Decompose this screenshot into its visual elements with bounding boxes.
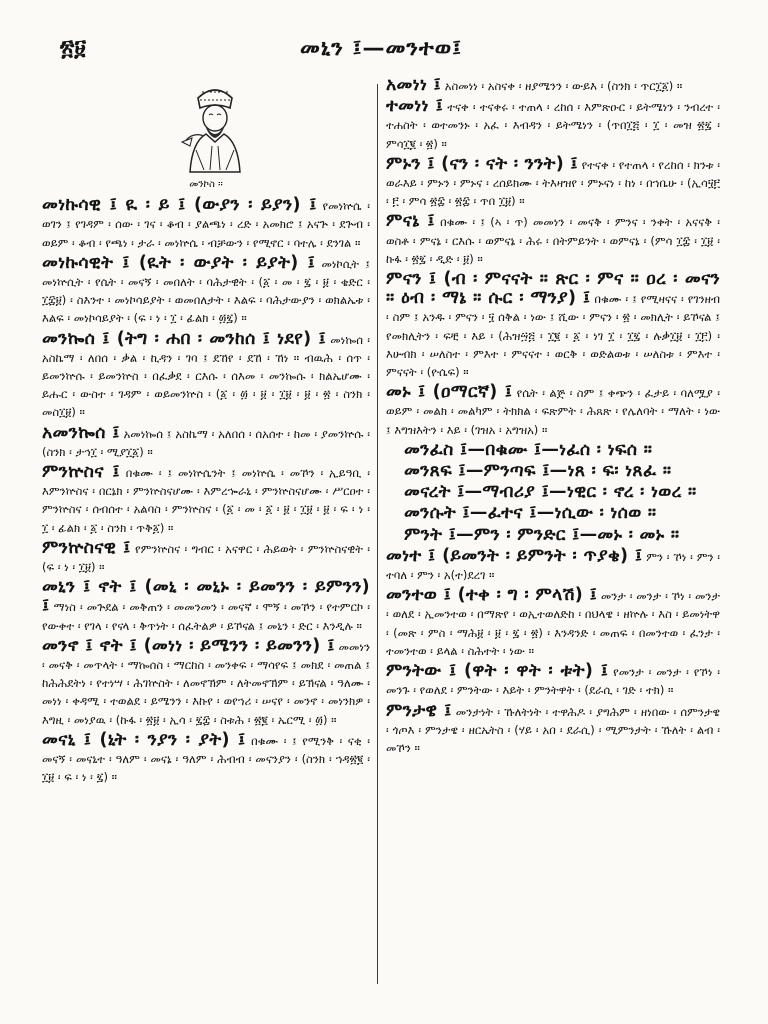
dictionary-entry xyxy=(386,702,720,758)
running-head: መኒን ፤—መንተወ፤ xyxy=(300,36,463,61)
dictionary-entry xyxy=(386,547,720,584)
entry-definition: የተናቀ ፡ የተጠላ ፡ የረከሰ ፡ ክንቱ ፡ ወራእይ ፡ ምኑን ፡ ምኑና ፡ ረሰይክሙ ፡ ትእዛዝየ ፡ ምኑናነ ፡ ከነ ፡ በኀቤሁ ፡ (ኢሳ፶፫ ፡ ፫ ፡ ምሳ ፳፰ ፡ ፳፰ ፡ ጥበ ፲፱) ። xyxy=(386,157,720,209)
right-column xyxy=(386,76,720,994)
page-number: ፳፱ xyxy=(60,36,86,61)
entry-definition: በቁሙ ፡ ፤ መነኵሴንት ፤ መነኵሴ ፡ መኾን ፡ ኢይዓቢ ፡ እምንኵስና ፡ በርኔክ ፡ ምንኵስናሆሙ ፡ እምረኈራኒ ፡ ምንኵስናሆሙ ፡ ሥርዐተ ፡ ምንኵስና ፡ ሰብሰተ ፡ አልባስ ፡ ምንኵስና ፡ (፩ ፡ መ ፡ ፩ ፡ ፱ ፡ ፲፱ ፡ ፱ ፡ ፍ ፡ ነ ፡ ፲ ፡ ፊልክ ፡ ፩ ፡ ስንክ ፡ ጥቅ፩) ። xyxy=(42,466,370,535)
cross-reference-entry xyxy=(386,483,720,502)
entry-headword: መነኩሳዊ ፤ ዪ ፡ ይ ፤ (ውያን ፡ ይያን) ፤ xyxy=(42,195,317,216)
dictionary-entry xyxy=(386,270,720,381)
cross-reference-entry xyxy=(386,462,720,481)
cross-reference-entry xyxy=(386,526,720,545)
entry-headword: ምንኵስናዊ ፤ xyxy=(42,537,131,558)
entry-headword: ምናን ፤ (ብ ፡ ምናናት ። ጽር ፡ ምና ። ዐረ ፡ መናን ። ዕብ ፡ ማኔ ። ሱር ፡ ማንያ) ፤ xyxy=(386,269,720,309)
entry-headword: መንጸፍ ፤—ምንጣፍ ፤—ነጸ ፡ ፍ፡ ነጸፈ ። xyxy=(404,461,672,482)
entry-headword: መንፈስ ፤—በቁሙ ፤—ነፈሰ ፡ ነፍሰ ። xyxy=(404,439,653,460)
dictionary-entry xyxy=(42,196,370,252)
column-divider xyxy=(377,84,378,984)
entry-definition: የሴት ፡ ልጅ ፡ ስም ፤ ቀጭን ፡ ፈታይ ፡ ባለሟያ ፡ ወይም ፡ መልክ ፡ መልካም ፡ ትክክል ፡ ፍጽምት ፡ ሕጸጽ ፡ የሌለባት ፡ ማለት ፡ ነው ፤ እግዝእትን ፡ እይ ፡ (ገዝአ ፡ አግዝአ) ። xyxy=(386,386,720,437)
entry-headword: መኑ ፤ (ዐማርኛ) ፤ xyxy=(386,382,513,403)
dictionary-entry xyxy=(386,662,720,699)
dictionary-entry xyxy=(42,254,370,328)
entry-definition: የመነኵሴ ፡ ወገን ፤ የገዳም ፡ ሰው ፡ ገና ፡ ቆብ ፡ ያልጫነ ፡ ረድ ፡ አመክሮ ፤ አናጕ ፡ ደጕብ ፡ ወይም ፡ ቆብ ፡ የጫነ ፡ ታራ ፡ መነኵሴ ፡ ብቻውን ፡ የሚኖር ፡ ባተሌ ፡ ደንገል ። xyxy=(42,199,370,250)
entry-headword: ምንኵስና ፤ xyxy=(42,462,120,483)
entry-headword: አመንኰሰ ፤ xyxy=(42,422,120,443)
portrait-caption: መንኮስ ። xyxy=(189,179,223,190)
dictionary-entry xyxy=(386,155,720,211)
entry-definition: መመነን ፡ መናቅ ፡ መጥላት ፡ ማኰሰስ ፡ ማርከስ ፡ መንቀፍ ፡ ማሳየፍ ፤ መክደ ፡ መጠል ፤ ከሕሕደትነ ፡ የተነሣ ፡ ሕገኵስት ፡ ለመኖኽም ፡ ለትመኖኽም ፡ ይኽናል ፡ ዓለሙ ፡ መነነ ፡ ቀዳሚ ፡ ተወልደ ፡ ይሜንን ፡ እኩየ ፡ ወየኀሪ ፡ ሠናየ ፡ መንኖ ፡ መነንክዎ ፡ እግዚ ፡ መነያዉ ፡ (ኩፋ ፡ ፳፱ ፡ ኢሳ ፡ ፯፰ ፡ ስቱሕ ፡ ፳፪ ፡ ኤርሚ ፡ ፴) ። xyxy=(42,639,370,727)
entry-headword: መንኖ ፤ ኖት ፤ (መነነ ፡ ይሜንን ፡ ይመንን) ፤ xyxy=(42,635,335,656)
dictionary-entry xyxy=(386,97,720,153)
entry-headword: መንሱት ፤—ፈተና ፤—ነሲው ፡ ነሰወ ። xyxy=(404,503,657,524)
left-column xyxy=(42,80,370,994)
entry-headword: መንኰሰ ፤ (ትግ ፡ ሐበ ፡ መንከሰ ፤ ነደየ) ፤ xyxy=(42,328,326,349)
entry-headword: መንተወ ፤ (ተቀ ፡ ግ ፡ ምላሽ) ፤ xyxy=(386,585,598,606)
entry-definition: መነኮሲት ፤ መነኵሲት ፡ የሴት ፡ መናኝ ፡ መበለት ፡ ባሕታዊት ፡ (፩ ፡ መ ፡ ፯ ፡ ፱ ፡ ቄድር ፡ ፲፰፱) ፡ ስእንተ ፡ መነኮሳይያት ፡ ወመበለታት ፡ እልፍ ፡ ባሕታውያን ፡ ወክልኤቱ ፡ እልፍ ፡ መነኮሳይያት ፡ (ፍ ፡ ነ ፡ ፲ ፡ ፊልክ ፡ ፴፯) ። xyxy=(42,256,370,326)
entry-headword: መነኩሳዊት ፤ (ዪት ፡ ውያት ፡ ይያት) ፤ xyxy=(42,252,316,273)
entry-headword: ምንት ፤—ምን ፡ ምንድር ፤—መኑ ፡ መኑ ። xyxy=(404,524,680,545)
entry-headword: ምናኔ ፤ xyxy=(386,211,435,232)
dictionary-entry xyxy=(42,463,370,537)
dictionary-entry xyxy=(386,212,720,268)
entry-headword: ምንታዌ ፤ xyxy=(386,700,452,721)
entry-headword: ተመነነ ፤ xyxy=(386,96,444,117)
dictionary-entry xyxy=(42,731,370,787)
entry-definition: መንታ ፡ መንታ ፡ ኾነ ፡ መንታ ፡ ወለደ ፡ ኢመንተወ ፡ በማጽየ ፡ ወኢተወለድከ ፡ በህላዌ ፡ ዘኵሉ ፡ እስ ፡ ይመነትዋ ፡ (መጽ ፡ ምስ ፡ ማሕ፱ ፡ ፱ ፡ ፯ ፡ ፳) ፡ እንዳንድ ፡ መጠፍ ፡ በመንተወ ፡ ፈንታ ፡ ተመንተወ ፡ ይላል ፡ ስሕተት ፡ ነው ። xyxy=(386,589,720,658)
entry-definition: የምንኵስና ፡ ግብር ፡ አናዋር ፡ ሕይወት ፡ ምንኵስናዊት ፡ (ፍ ፡ ነ ፡ ፲፱) ። xyxy=(42,541,370,575)
entry-definition: ተናቀ ፡ ተናቀሩ ፡ ተጠላ ፡ ረከሰ ፡ እምጽዑር ፡ ይትሜነን ፡ ንብረተ ፡ ተሐስት ፡ ወተመንኑ ፡ አፈ ፡ እብዳን ፡ ይትሜነን ፡ (ጥበ፲፭ ፡ ፲ ፡ መዝ ፳፯ ፡ ምሳ፲፪ ፡ ፳) ። xyxy=(386,100,720,151)
entry-headword: መነተ ፤ (ይመንት ፡ ይምንት ፡ ጥያቄ) ፤ xyxy=(386,545,643,566)
entry-definition: አመነኰሰ ፤ አስኬማ ፡ አለበሰ ፡ ሰአሰተ ፡ ከመ ፡ ያመንኵሱ ፡ (ስንክ ፡ ታኅ፲ ፡ ሚያ፲፩) ። xyxy=(42,426,370,459)
monk-portrait-illustration xyxy=(176,80,254,176)
dictionary-entry xyxy=(42,637,370,729)
dictionary-entry xyxy=(42,424,370,461)
entry-headword: አመነነ ፤ xyxy=(386,76,442,95)
entry-definition: በቁሙ ፡ ፤ (ኣ ፡ ጥ) መመነን ፡ መናቅ ፡ ምንና ፡ ንቀት ፡ አናናቅ ፡ ወስቶ ፡ ምናኔ ፡ ርእሱ ፡ ወምናኔ ፡ ሕሩ ፡ በትምይንት ፡ ወምናኔ ፡ (ምሳ ፲፰ ፡ ፲፱ ፡ ኩፋ ፡ ፳፯ ፡ ዲድ ፡ ፱) ። xyxy=(386,215,720,266)
dictionary-entry xyxy=(42,539,370,576)
entry-definition: በቁሙ ፡ ፤ የሚዛናና ፡ የገንዘብ ፡ ስም ፤ አንዱ ፡ ምናን ፡ ፶ ሰቅል ፡ ነው ፤ ሺው ፡ ምናን ፡ ፳ ፡ መክሊት ፡ ይኾናል ፤ የመክሊትን ፡ ፍቺ ፡ እይ ፡ (ሕዝ፵፭ ፡ ፲፪ ፡ ፩ ፡ ነገ ፲ ፡ ፲፯ ፡ ሉቃ፲፱ ፡ ፲፫) ፡ እሁብክ ፡ ሠለስተ ፡ ምእተ ፡ ምናናተ ፡ ወርቅ ፡ ወድልወቱ ፡ ሠለስቱ ፡ ምእተ ፡ ምናናት ፡ (ዮሴፍ) ። xyxy=(386,292,720,380)
entry-list-left xyxy=(42,196,370,786)
cross-reference-entry xyxy=(386,441,720,460)
cross-reference-entry xyxy=(386,504,720,523)
dictionary-entry xyxy=(386,383,720,439)
entry-definition: ምን ፡ ኾነ ፡ ምን ፡ ተባለ ፡ ምን ፡ አ(ተ)ደረገ ። xyxy=(386,549,720,583)
entry-headword: መኒን ፤ ኖት ፤ (መኒ ፡ መኒኑ ፡ ይመንን ፡ ይምንን) ፤ xyxy=(42,577,370,617)
entry-definition: የመንታ ፡ መንታ ፡ የኾነ ፡ መንጉ ፡ የወለደ ፡ ምንትው ፡ እይት ፡ ምንትዋት ፡ (ደራሲ ፡ ገድ ፡ ተክ) ። xyxy=(386,665,720,698)
entry-definition: አስመነነ ፡ አስናቀ ፡ ዘያሜንን ፡ ውይእ ፡ (ስንክ ፡ ጥር፲፩) ። xyxy=(444,79,683,93)
entry-headword: ምኑን ፤ (ናን ፡ ናት ፡ ንንት) ፤ xyxy=(386,153,578,174)
dictionary-entry xyxy=(42,330,370,422)
entry-definition: በቁሙ ፡ ፤ የሚንቅ ፡ ናቂ ፡ መናኝ ፡ መናኒተ ፡ ዓለም ፡ መናኔ ፡ ዓለም ፡ ሕብብ ፡ መናንያን ፡ (ስንክ ፡ ኀዳ፳፪ ፡ ፲፱ ፡ ፍ ፡ ነ ፡ ፯) ። xyxy=(42,733,370,785)
entry-definition: ማነስ ፡ መጕደል ፡ መቅጠን ፡ መመንመን ፡ መናኛ ፡ ሞኝ ፡ መኾን ፡ የተምርኮ ፡ የውቀተ ፡ የገላ ፡ የናላ ፡ ቅጥነት ፡ ሰፈትልዎ ፡ ይኾናል ፤ መኒን ፡ ድር ፡ እንዲሉ ። xyxy=(42,600,370,633)
entry-headword: መናረት ፤—ማብሪያ ፤—ነዊር ፡ ኖረ ፡ ነወረ ። xyxy=(404,482,697,503)
dictionary-entry xyxy=(42,578,370,635)
entry-headword: ምንትው ፤ (ዋት ፡ ዋት ፡ ቱት) ፤ xyxy=(386,661,609,682)
entry-definition: መነኰሰ ፡ አስኬማ ፡ ለበሰ ፡ ቃል ፡ ኪዳን ፡ ገባ ፤ ደኸየ ፡ ደኸ ፡ ኸነ ። ብዉሕ ፡ ሰጥ ፡ ይመንኵሱ ፡ ይመንኵስ ፡ በፈቃደ ፡ ርእሱ ፡ ሰእመ ፡ መንኰሱ ፡ ክልኤሆሙ ፡ ይሑር ፡ ውስተ ፡ ገዳም ፡ ወይመንኵስ ፡ (፩ ፡ ፴ ፡ ፱ ፡ ፲፱ ፡ ፱ ፡ ፳ ፡ ስንክ ፡ መስ፲፱) ። xyxy=(42,332,370,420)
entry-definition: መንታነት ፡ ኹለትነት ፡ ተዋሕዶ ፡ ያግሕም ፡ ዘነበው ፡ ሰምንታዌ ፡ ጎጦእ ፡ ምንታዌ ፡ ዘርኤትስ ፡ (ሃይ ፡ አበ ፡ ደራሲ) ፡ ሚምንታት ፡ ኹለት ፡ ልብ ፡ መኾን ። xyxy=(386,704,720,755)
entry-headword: መናኒ ፤ (ኒት ፡ ንያን ፡ ያት) ፤ xyxy=(42,729,246,750)
dictionary-entry xyxy=(386,586,720,660)
dictionary-entry xyxy=(386,76,720,95)
